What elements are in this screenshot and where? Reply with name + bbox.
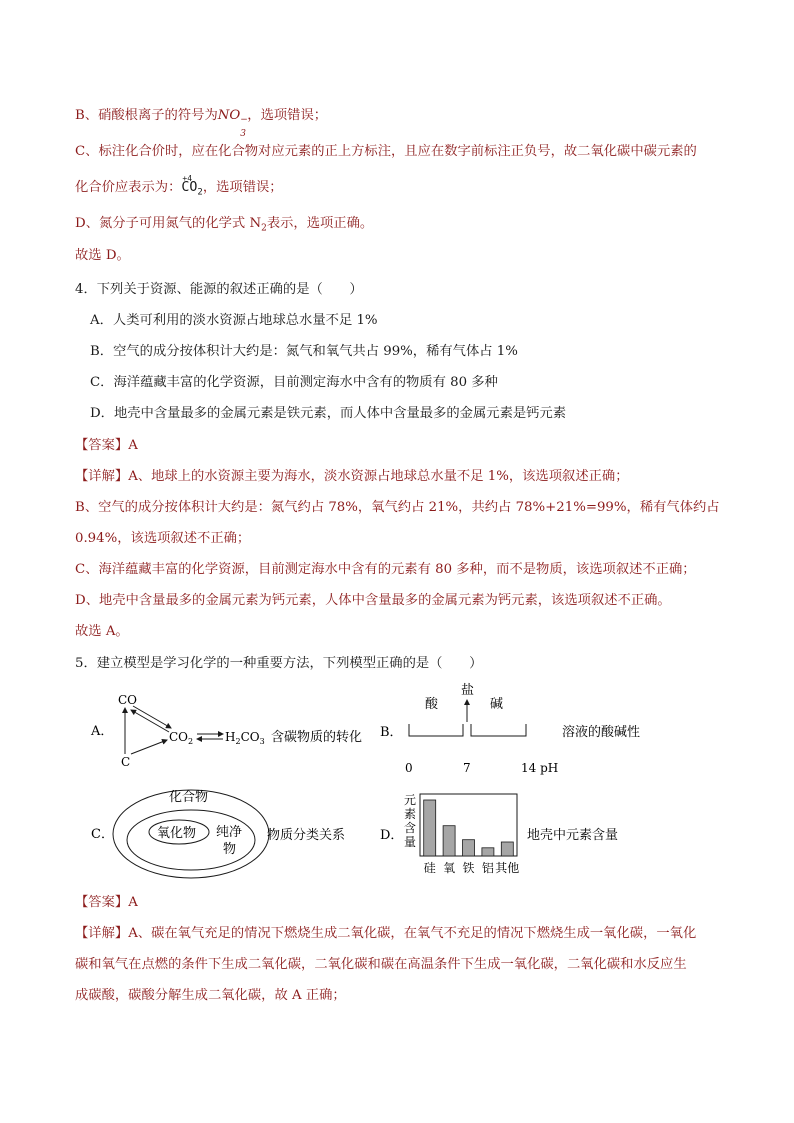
q4-option-a: A．人类可利用的淡水资源占地球总水量不足 1% [90,313,378,328]
caption-a: 含碳物质的转化 [271,730,363,745]
q4-detail-2: 0.94%，该选项叙述不正确； [75,531,251,546]
nitrate-formula [217,108,248,139]
q5-answer [75,893,138,913]
q3-explain-c1: C、标注化合价时，应在化合物对应元素的正上方标注，且应在数字前标注正负号，故二氧化碳中碳元素的 [75,144,697,159]
q3-d-prefix: D、氮分子可用氮气的化学式 N [75,216,262,231]
xtick-label-3: 铝 [481,861,494,875]
node-h2co3-h: H [225,730,236,744]
node-co2 [169,730,193,746]
arrow-co2-to-co [131,710,169,732]
label-compound: 化合物 [169,790,209,805]
node-h2co3 [225,730,265,746]
node-co2-sub: 2 [188,737,194,746]
option-d-label: D． [380,828,404,843]
co2-valence-formula [181,174,203,203]
label-base: 碱 [490,697,504,712]
bar-3 [482,848,494,856]
label-pure-1: 纯净 [216,825,243,840]
node-h2co3-co: CO [240,730,260,744]
q4-answer-value: A [128,438,138,453]
bars-group [424,800,514,856]
ph-scale-diagram [375,678,675,778]
valence-oxygen: O [189,180,198,195]
q3-c2-tail: ，选项错误； [202,180,283,195]
q4-detail-4: D、地壳中含量最多的金属元素为钙元素，人体中含量最多的金属元素为钙元素，该选项叙述不正确。 [75,593,671,608]
figure-c-classification [85,784,375,884]
ylabel-char-3: 量 [404,835,417,849]
crust-element-chart [375,790,675,880]
acid-bracket [409,724,463,736]
q4-detail-1: B、空气的成分按体积计大约是：氮气约占 78%，氧气约占 21%，共约占 78%+21%=99%，稀有气体约占 [75,500,720,515]
q4-stem: 4．下列关于资源、能源的叙述正确的是（ ） [75,282,363,297]
q3-choose: 故选 D。 [75,248,130,263]
bar-2 [463,840,475,856]
q4-choose: 故选 A。 [75,624,129,639]
figure-b-ph-scale [375,678,675,778]
q4-answer [75,436,138,456]
q3-explain-c2 [75,174,283,203]
option-a-label: A． [91,724,114,739]
label-oxide: 氧化物 [157,826,197,841]
node-h2co3-cosub: 3 [259,737,265,746]
q4-detail-text: A、地球上的水资源主要为海水，淡水资源占地球总水量不足 1%，该选项叙述正确； [128,469,629,484]
figure-d-crust-elements [375,790,675,880]
arrow-co-to-co2 [133,706,171,728]
q5-detail-text: A、碳在氧气充足的情况下燃烧生成二氧化碳，在氧气不充足的情况下燃烧生成一氧化碳，一氧化 [128,926,697,941]
q3-explain-d [75,214,373,239]
q4-detail-0 [75,467,629,487]
xtick-label-1: 氧 [443,861,456,875]
q3-c2-prefix: 化合价应表示为： [75,180,182,195]
tick-0: 0 [405,761,413,775]
q4-option-c: C．海洋蕴藏丰富的化学资源，目前测定海水中含有的物质有 80 多种 [90,375,498,390]
node-c: C [121,755,131,769]
xtick-group [424,860,520,875]
xtick-label-2: 铁 [462,861,475,875]
nitrate-formula-sup: − [240,115,248,125]
q4-option-b: B．空气的成分按体积计大约是：氮气和氧气共占 99%，稀有气体占 1% [90,344,518,359]
tick-14: 14 pH [521,761,559,775]
option-c-label: C． [91,827,114,842]
q5-detail-tag: 【详解】 [75,926,129,941]
arrow-c-to-co2 [131,740,167,754]
classification-diagram [85,784,375,884]
q5-stem: 5．建立模型是学习化学的一种重要方法，下列模型正确的是（ ） [75,656,483,671]
q4-detail-3: C、海洋蕴藏丰富的化学资源，目前测定海水中含有的元素有 80 多种，而不是物质，该选项叙述不正确； [75,562,696,577]
base-bracket [471,724,526,736]
q5-detail-1: 碳和氧气在点燃的条件下生成二氧化碳，二氧化碳和碳在高温条件下生成一氧化碳，二氧化碳和水反应生 [75,957,687,972]
q3-b-tail: ，选项错误； [247,108,328,123]
node-co2-base: CO [169,730,189,744]
nitrate-formula-sub: 3 [240,129,247,139]
ylabel-char-0: 元 [404,793,417,807]
ylabel-char-2: 含 [404,821,417,835]
bar-1 [443,826,455,856]
nitrate-formula-base: NO [217,108,241,123]
q3-d-tail: 表示，选项正确。 [266,216,374,231]
q3-d-sub: 2 [261,223,267,234]
q5-answer-value: A [128,895,138,910]
q5-detail-0 [75,924,696,944]
xtick-label-0: 硅 [423,861,436,875]
q3-explain-b [75,106,328,139]
q4-answer-tag: 【答案】 [75,438,129,453]
label-salt: 盐 [461,683,475,698]
valence-sub: 2 [197,187,203,198]
option-b-label: B． [380,725,403,740]
valence-charge: +4 [182,174,193,183]
q5-detail-2: 成碳酸，碳酸分解生成二氧化碳，故 A 正确； [75,988,346,1003]
node-co: CO [118,693,138,707]
valence-carbon: C [181,180,190,195]
node-h2co3-hsub: 2 [235,737,241,746]
figure-a-carbon-conversion [85,688,385,774]
caption-b: 溶液的酸碱性 [562,725,641,740]
ylabel-char-1: 素 [404,807,417,821]
bar-4 [501,842,513,856]
q4-detail-tag: 【详解】 [75,469,129,484]
caption-c: 物质分类关系 [267,828,346,843]
bar-0 [424,800,436,856]
label-acid: 酸 [425,697,439,712]
caption-d: 地壳中元素含量 [527,828,619,843]
q5-answer-tag: 【答案】 [75,895,129,910]
xtick-label-4: 其他 [495,861,520,875]
carbon-conversion-diagram [85,688,385,774]
q3-b-text: B、硝酸根离子的符号为 [75,108,218,123]
tick-7: 7 [463,761,471,775]
label-pure-2: 物 [223,842,237,857]
q4-option-d: D．地壳中含量最多的金属元素是铁元素，而人体中含量最多的金属元素是钙元素 [90,406,567,421]
